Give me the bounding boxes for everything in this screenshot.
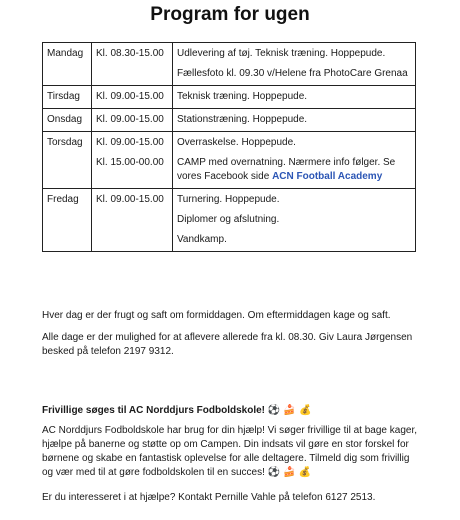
activity-text: Fællesfoto kl. 09.30 v/Helene fra PhotoCare Grenaa xyxy=(177,68,408,79)
activity-cell xyxy=(173,43,416,86)
activity-cell xyxy=(173,86,416,109)
table-row xyxy=(43,132,416,189)
table-row xyxy=(43,43,416,86)
schedule-table xyxy=(42,42,416,252)
activity-text: Teknisk træning. Hoppepude. xyxy=(177,91,308,102)
activity-cell xyxy=(173,132,416,189)
activity-text: Diplomer og afslutning. xyxy=(177,214,280,225)
activity-cell xyxy=(173,189,416,252)
table-row xyxy=(43,86,416,109)
activity-cell xyxy=(173,109,416,132)
time-text: Kl. 08.30-15.00 xyxy=(96,48,164,59)
activity-text: Udlevering af tøj. Teknisk træning. Hoppepude. xyxy=(177,48,386,59)
time-cell xyxy=(92,189,173,252)
activity-text xyxy=(177,156,411,184)
soccer-cake-money-icon: ⚽ 🍰 💰 xyxy=(267,405,312,416)
table-row xyxy=(43,189,416,252)
activity-text: Overraskelse. Hoppepude. xyxy=(177,137,296,148)
activity-text: Stationstræning. Hoppepude. xyxy=(177,114,308,125)
time-cell xyxy=(92,43,173,86)
time-text: Kl. 15.00-00.00 xyxy=(96,157,164,168)
day-cell: Onsdag xyxy=(43,109,92,132)
time-cell xyxy=(92,109,173,132)
activity-text: Turnering. Hoppepude. xyxy=(177,194,280,205)
camp-text: CAMP med overnatning. Nærmere info følger. Se vores Facebook side xyxy=(177,157,396,182)
volunteer-heading xyxy=(42,404,420,418)
table-row xyxy=(43,109,416,132)
time-cell xyxy=(92,132,173,189)
note-fruit: Hver dag er der frugt og saft om formiddagen. Om eftermiddagen kage og saft. xyxy=(42,310,391,321)
page-title: Program for ugen xyxy=(150,4,310,25)
day-cell: Mandag xyxy=(43,43,92,86)
time-text: Kl. 09.00-15.00 xyxy=(96,114,164,125)
volunteer-heading-text: Frivillige søges til AC Norddjurs Fodboldskole! xyxy=(42,405,265,416)
day-cell: Fredag xyxy=(43,189,92,252)
soccer-cake-money-icon: ⚽ 🍰 💰 xyxy=(267,467,312,478)
volunteer-contact: Er du interesseret i at hjælpe? Kontakt Pernille Vahle på telefon 6127 2513. xyxy=(42,492,376,503)
facebook-link[interactable]: ACN Football Academy xyxy=(272,171,383,182)
time-text: Kl. 09.00-15.00 xyxy=(96,137,164,148)
note-dropoff: Alle dage er der mulighed for at aflevere allerede fra kl. 08.30. Giv Laura Jørgensen besked på telefon 2197 9312. xyxy=(42,332,413,357)
time-text: Kl. 09.00-15.00 xyxy=(96,194,164,205)
activity-text: Vandkamp. xyxy=(177,234,227,245)
time-cell xyxy=(92,86,173,109)
volunteer-body-text: AC Norddjurs Fodboldskole har brug for din hjælp! Vi søger frivillige til at bage kager, hjælpe på banerne og støtte op om Campen. Din indsats vil gøre en stor forskel for børnene og skabe en fantastisk oplevelse for alle deltagere. Tilmeld dig som frivillig og vær med til at gøre fodboldskolen til en succes! xyxy=(42,425,417,478)
day-cell: Tirsdag xyxy=(43,86,92,109)
time-text: Kl. 09.00-15.00 xyxy=(96,91,164,102)
volunteer-body xyxy=(42,424,420,480)
day-cell: Torsdag xyxy=(43,132,92,189)
